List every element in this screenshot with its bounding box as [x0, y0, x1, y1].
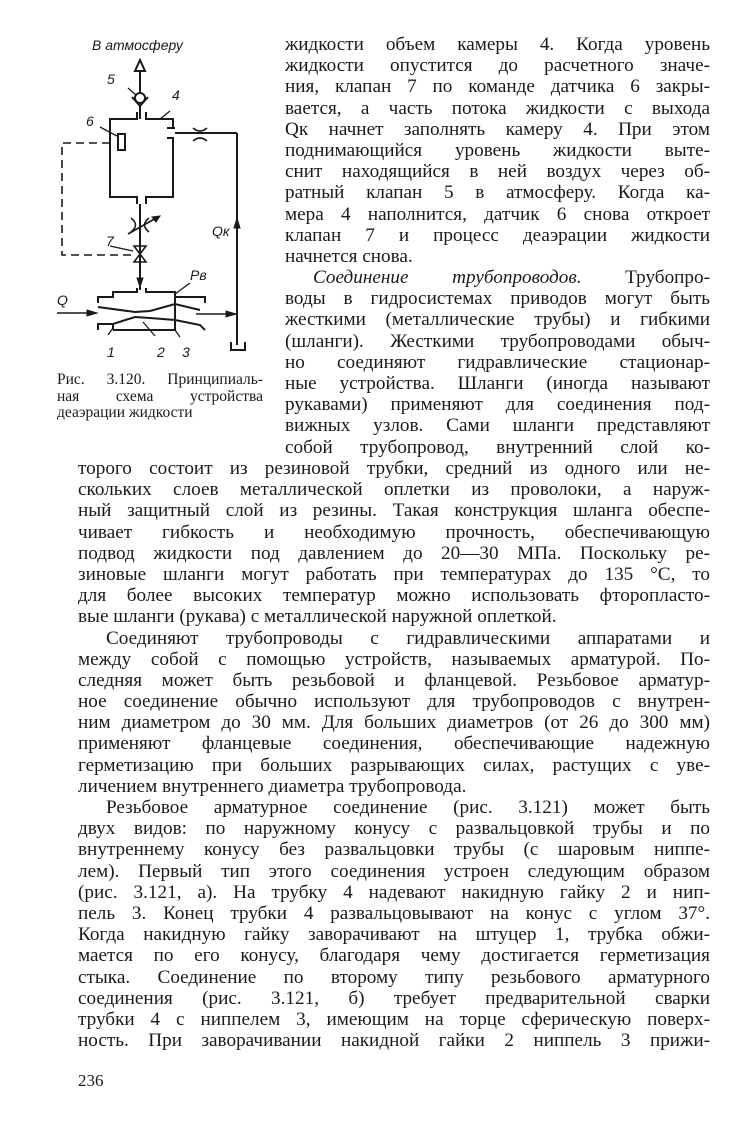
- text-line: следняя может быть резьбовой и фланцевой. Резьбовое арматур-: [78, 669, 710, 691]
- text-line: Когда накидную гайку заворачивают на штуцер 1, трубка обжи-: [78, 924, 710, 946]
- text-line: соединения (рис. 3.121, б) требует предварительной сварки: [78, 987, 710, 1009]
- text-line: чивает гибкость и необходимую прочность, обеспечивающую: [78, 521, 710, 543]
- ejector: [98, 288, 205, 330]
- text-line: мается по его конусу, благодаря чему достигается герметизация: [78, 945, 710, 967]
- text-line: но соединяют гидравлические стационар-: [285, 351, 710, 373]
- text-line: герметизацию при больших разрывающих силах, растущих с уве-: [78, 754, 710, 776]
- text-line: применяют фланцевые соединения, обеспечивающие надежную: [78, 733, 710, 755]
- text-line: вые шланги (рукава) с металлической наружной оплеткой.: [78, 606, 557, 628]
- text-line: ный защитный слой из резины. Такая конструкция шланга обеспе-: [78, 500, 710, 522]
- text-line: Соединяют трубопроводы с гидравлическими аппаратами и: [106, 627, 710, 649]
- text-line: поднимающийся уровень жидкости выте-: [285, 139, 710, 161]
- text-line: жесткими (металлические трубы) и гибкими: [285, 309, 710, 331]
- text-line: мера 4 наполнится, датчик 6 снова откроет: [285, 203, 710, 225]
- label-atmosphere: В атмосферу: [92, 37, 183, 53]
- text-line: для более высоких температур можно использовать фторопласто-: [78, 585, 710, 607]
- text-line: (шланги). Жесткими трубопроводами обыч-: [285, 330, 710, 352]
- text-line: Соединение трубопроводов. Трубопро-: [313, 267, 711, 289]
- deaeration-schematic-figure: [0, 0, 280, 370]
- throttle-icon: [193, 128, 207, 141]
- label-q: Q: [57, 292, 68, 308]
- text-line: торого состоит из резиновой трубки, средний из одного или не-: [78, 458, 710, 479]
- text-line: ратный клапан 5 в атмосферу. Когда ка-: [285, 182, 710, 204]
- text-line: подвод жидкости под давлением до 20—30 МПа. Поскольку ре-: [78, 542, 710, 564]
- vent-arrowhead: [135, 60, 145, 71]
- text-line: вижных узлов. Сами шланги представляют: [285, 415, 710, 437]
- text-line: (рис. 3.121, а). На трубку 4 надевают накидную гайку 2 и нип-: [78, 881, 710, 903]
- control-line: [62, 143, 135, 255]
- label-2: 2: [157, 344, 165, 360]
- caption-line: деаэрации жидкости: [57, 404, 193, 421]
- caption-line: ная схема устройства: [57, 387, 263, 405]
- text-line: между собой с помощью устройств, называемых арматурой. По-: [78, 648, 710, 670]
- text-line: жидкости объем камеры 4. Когда уровень: [285, 34, 710, 55]
- text-line: клапан 7 и процесс деаэрации жидкости: [285, 224, 710, 246]
- label-pv: Рв: [190, 267, 207, 283]
- full-width-text: [78, 458, 710, 1051]
- level-sensor-6: [118, 134, 125, 150]
- text-line: снит находящийся в ней воздух через об-: [285, 161, 710, 183]
- text-line: начнется снова.: [285, 245, 413, 267]
- label-4: 4: [172, 87, 180, 103]
- label-7: 7: [106, 233, 114, 249]
- text-line: пель 3. Конец трубки 4 развальцовывают на конус с углом 37°.: [78, 902, 710, 924]
- right-column-text: [285, 34, 710, 458]
- label-qk: Qк: [212, 223, 230, 239]
- text-line: зиновые шланги могут работать при температурах до 135 °С, то: [78, 563, 710, 585]
- check-valve-seat: [132, 97, 148, 106]
- text-line: двух видов: по наружному конусу с развальцовкой трубы и по: [78, 818, 710, 840]
- label-6: 6: [86, 113, 94, 129]
- text-line: ные устройства. Шланги (иногда называют: [285, 373, 710, 394]
- text-line: вается, а часть потока жидкости с выхода: [285, 97, 710, 119]
- figure-caption: [57, 372, 263, 422]
- label-3: 3: [182, 344, 190, 360]
- text-line: рукавами) применяют для соединения под-: [285, 394, 710, 416]
- text-line: стыка. Соединение по второму типу резьбового арматурного: [78, 966, 710, 988]
- label-5: 5: [107, 71, 115, 87]
- text-line: внутреннему конусу без развальцовки трубы (с шаровым ниппе-: [78, 839, 710, 861]
- text-line: ния, клапан 7 по команде датчика 6 закры-: [285, 76, 710, 98]
- page-number: 236: [78, 1071, 104, 1090]
- label-1: 1: [107, 344, 115, 360]
- text-line: Qк начнет заполнять камеру 4. При этом: [285, 118, 710, 140]
- text-line: жидкости опустится до расчетного значе-: [285, 55, 710, 77]
- text-line: лем). Первый тип этого соединения устроен следующим образом: [78, 860, 710, 882]
- text-line: Резьбовое арматурное соединение (рис. 3.121) может быть: [106, 797, 710, 818]
- text-line: воды в гидросистемах приводов могут быть: [285, 288, 710, 310]
- text-line: скольких слоев металлической оплетки из проволоки, а наруж-: [78, 479, 710, 501]
- text-line: собой трубопровод, внутренний слой ко-: [285, 436, 710, 458]
- text-line: ное соединение обычно используют для трубопроводов с внутрен-: [78, 691, 710, 713]
- text-line: трубки 4 с ниппелем 3, имеющим на торце сферическую поверх-: [78, 1008, 710, 1030]
- text-line: ним диаметром до 30 мм. Для больших диаметров (от 26 до 300 мм): [78, 712, 710, 734]
- caption-line: Рис. 3.120. Принципиаль-: [57, 371, 263, 388]
- chamber-4: [110, 112, 175, 204]
- text-line: личением внутреннего диаметра трубопровода.: [78, 775, 467, 797]
- text-line: ность. При заворачивании накидной гайки 2 ниппель 3 прижи-: [78, 1030, 710, 1052]
